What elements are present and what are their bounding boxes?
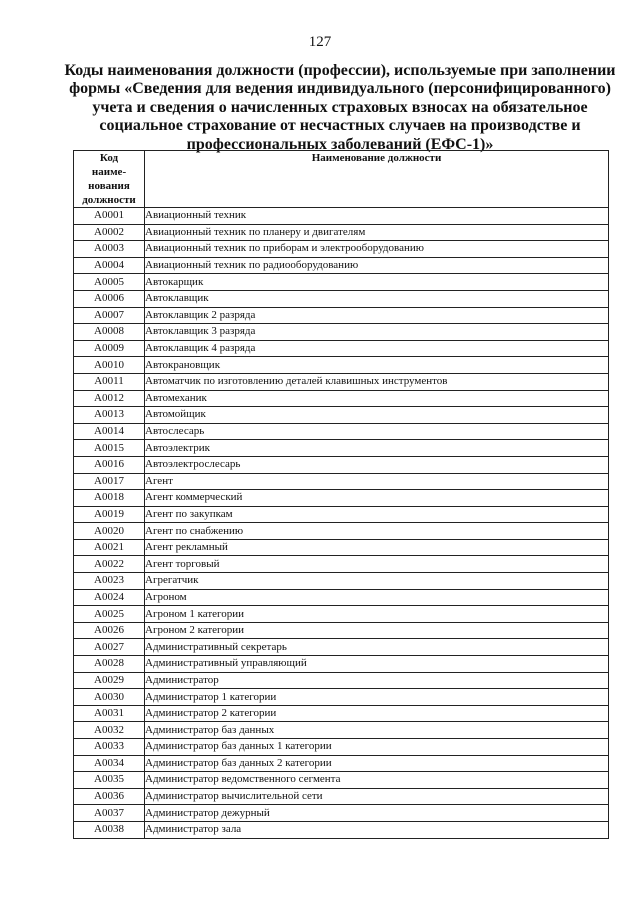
position-code: А0002 — [74, 224, 145, 241]
position-name: Автоклавщик — [145, 290, 609, 307]
table-row — [74, 805, 609, 822]
position-name: Административный управляющий — [145, 656, 609, 673]
position-name: Агент коммерческий — [145, 490, 609, 507]
position-code: А0025 — [74, 606, 145, 623]
table-row — [74, 788, 609, 805]
position-name: Администратор зала — [145, 821, 609, 838]
position-code: А0029 — [74, 672, 145, 689]
header-name: Наименование должности — [145, 151, 609, 208]
table-row — [74, 722, 609, 739]
position-name: Автокрановщик — [145, 357, 609, 374]
position-code: А0018 — [74, 490, 145, 507]
table-row — [74, 589, 609, 606]
table-row — [74, 705, 609, 722]
table-row — [74, 639, 609, 656]
position-name: Автокарщик — [145, 274, 609, 291]
table-row — [74, 307, 609, 324]
table-row — [74, 224, 609, 241]
position-name: Администратор 2 категории — [145, 705, 609, 722]
table-row — [74, 689, 609, 706]
table-row — [74, 274, 609, 291]
position-code: А0031 — [74, 705, 145, 722]
position-code: А0026 — [74, 622, 145, 639]
position-name: Автомойщик — [145, 407, 609, 424]
position-name: Административный секретарь — [145, 639, 609, 656]
position-code: А0014 — [74, 423, 145, 440]
table-row — [74, 340, 609, 357]
position-code: А0022 — [74, 556, 145, 573]
table-row — [74, 440, 609, 457]
title-line-3: учета и сведения о начисленных страховых взносах на обязательное — [92, 98, 588, 116]
table-row — [74, 821, 609, 838]
position-name: Администратор ведомственного сегмента — [145, 772, 609, 789]
table-row — [74, 606, 609, 623]
position-codes-table — [73, 150, 609, 839]
header-code-line-1: Код — [99, 152, 119, 164]
table-row — [74, 324, 609, 341]
position-code: А0023 — [74, 573, 145, 590]
header-code-line-2: наиме- — [91, 166, 127, 178]
table-row — [74, 357, 609, 374]
header-code-line-3: нования — [88, 180, 130, 192]
position-name: Агроном 2 категории — [145, 622, 609, 639]
position-name: Администратор баз данных — [145, 722, 609, 739]
table-row — [74, 656, 609, 673]
table-row — [74, 755, 609, 772]
position-name: Агроном 1 категории — [145, 606, 609, 623]
position-code: А0010 — [74, 357, 145, 374]
position-code: А0032 — [74, 722, 145, 739]
position-name: Администратор дежурный — [145, 805, 609, 822]
table-row — [74, 772, 609, 789]
position-code: А0027 — [74, 639, 145, 656]
position-name: Автоэлектрослесарь — [145, 456, 609, 473]
position-name: Автослесарь — [145, 423, 609, 440]
table-row — [74, 423, 609, 440]
position-name: Администратор 1 категории — [145, 689, 609, 706]
table-row — [74, 573, 609, 590]
position-code: А0005 — [74, 274, 145, 291]
position-name: Автоклавщик 2 разряда — [145, 307, 609, 324]
position-code: А0036 — [74, 788, 145, 805]
position-code: А0017 — [74, 473, 145, 490]
table-row — [74, 373, 609, 390]
position-name: Администратор вычислительной сети — [145, 788, 609, 805]
position-name: Агент — [145, 473, 609, 490]
position-code: А0007 — [74, 307, 145, 324]
position-code: А0016 — [74, 456, 145, 473]
position-name: Агроном — [145, 589, 609, 606]
table-header-row — [74, 151, 609, 208]
position-name: Администратор баз данных 1 категории — [145, 739, 609, 756]
table-row — [74, 672, 609, 689]
table-row — [74, 739, 609, 756]
position-name: Администратор баз данных 2 категории — [145, 755, 609, 772]
title-line-1: Коды наименования должности (профессии), используемые при заполнении — [64, 62, 616, 79]
position-code: А0037 — [74, 805, 145, 822]
table-row — [74, 257, 609, 274]
position-name: Автоклавщик 4 разряда — [145, 340, 609, 357]
position-name: Автомеханик — [145, 390, 609, 407]
position-code: А0028 — [74, 656, 145, 673]
title-line-2: формы «Сведения для ведения индивидуального (персонифицированного) — [69, 80, 611, 98]
position-name: Авиационный техник по планеру и двигателям — [145, 224, 609, 241]
position-name: Администратор — [145, 672, 609, 689]
position-code: А0011 — [74, 373, 145, 390]
position-name: Агент торговый — [145, 556, 609, 573]
table-body — [74, 208, 609, 839]
table-row — [74, 556, 609, 573]
document-title — [60, 62, 620, 154]
position-code: А0030 — [74, 689, 145, 706]
table-row — [74, 539, 609, 556]
position-code: А0038 — [74, 821, 145, 838]
position-name: Автоматчик по изготовлению деталей клавишных инструментов — [145, 373, 609, 390]
position-name: Автоклавщик 3 разряда — [145, 324, 609, 341]
table-row — [74, 407, 609, 424]
table-row — [74, 523, 609, 540]
table-row — [74, 622, 609, 639]
title-line-4: социальное страхование от несчастных случаев на производстве и — [99, 117, 581, 135]
position-code: А0009 — [74, 340, 145, 357]
position-code: А0021 — [74, 539, 145, 556]
position-code: А0003 — [74, 241, 145, 258]
table-row — [74, 390, 609, 407]
position-code: А0035 — [74, 772, 145, 789]
position-code: А0004 — [74, 257, 145, 274]
position-name: Автоэлектрик — [145, 440, 609, 457]
position-name: Авиационный техник по приборам и электрооборудованию — [145, 241, 609, 258]
table-row — [74, 473, 609, 490]
page-number: 127 — [308, 34, 332, 50]
table-row — [74, 506, 609, 523]
position-name: Авиационный техник — [145, 208, 609, 225]
table-row — [74, 490, 609, 507]
position-name: Агент рекламный — [145, 539, 609, 556]
position-code: А0024 — [74, 589, 145, 606]
title-line-5: профессиональных заболеваний (ЕФС-1)» — [186, 135, 494, 153]
position-code: А0013 — [74, 407, 145, 424]
position-code: А0006 — [74, 290, 145, 307]
position-code: А0034 — [74, 755, 145, 772]
position-name: Агент по закупкам — [145, 506, 609, 523]
position-name: Авиационный техник по радиооборудованию — [145, 257, 609, 274]
table-row — [74, 241, 609, 258]
table-row — [74, 208, 609, 225]
header-code-line-4: должности — [82, 194, 136, 206]
header-code — [74, 151, 145, 208]
position-code: А0020 — [74, 523, 145, 540]
position-code: А0015 — [74, 440, 145, 457]
position-code: А0019 — [74, 506, 145, 523]
table-row — [74, 456, 609, 473]
position-code: А0008 — [74, 324, 145, 341]
position-code: А0012 — [74, 390, 145, 407]
position-code: А0033 — [74, 739, 145, 756]
table-row — [74, 290, 609, 307]
position-name: Агрегатчик — [145, 573, 609, 590]
position-code: А0001 — [74, 208, 145, 225]
position-name: Агент по снабжению — [145, 523, 609, 540]
